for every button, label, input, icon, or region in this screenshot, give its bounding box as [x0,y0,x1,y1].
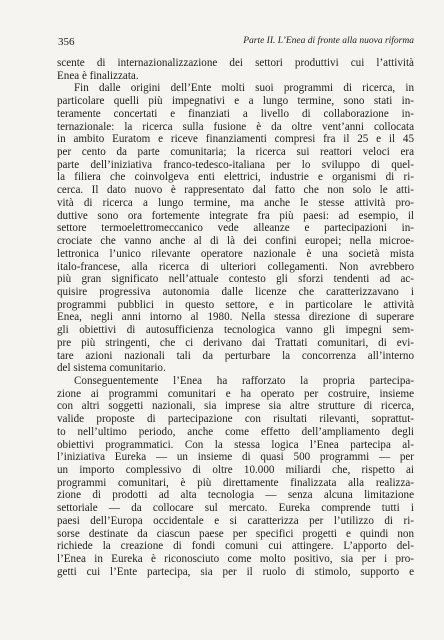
text-line: scente di internazionalizzazione dei settori produttivi cui l’attività [57,57,414,69]
text-line: la filiera che coinvolgeva enti elettrici, industrie e organismi di ri- [57,171,414,184]
running-head: Parte II. L’Enea di fronte alla nuova riforma [243,36,414,46]
text-line: del sistema comunitario. [57,362,166,375]
text-line: getti cui l’Ente partecipa, sia per il ruolo di stimolo, supporto e [57,565,414,578]
text-line: pre più stringenti, che ci derivano dai Trattati comunitari, di evi- [57,336,414,349]
text-line: lettronica l’unico rilevante operatore nazionale è una società mista [57,247,414,260]
text-line: cerca. Il dato nuovo è rappresentato dal fatto che non solo le atti- [57,184,414,197]
text-line: teramente concertati e finanziati a livello di collaborazione in- [57,107,414,120]
text-line: quisire progressiva autonomia dalle licenze che caratterizzavano i [57,285,414,298]
text-line: Conseguentemente l’Enea ha rafforzato la propria partecipa- [74,374,414,387]
text-line: tare azioni nazionali tali da perturbare la concorrenza all’interno [57,349,414,362]
text-line: vità di ricerca a lungo termine, ma anche le stesse attività pro- [57,196,414,209]
text-line: Enea è finalizzata. [57,69,139,82]
text-line: con altri soggetti nazionali, sia imprese sia altre strutture di ricerca, [57,400,414,413]
text-line: to nell’ultimo periodo, anche come effetto dell’ampliamento degli [57,425,414,438]
text-line: settore termoelettromeccanico vede alleanze e partecipazioni in- [57,222,414,235]
text-line: l’Enea in Eureka è riconosciuto come molto positivo, sia per i pro- [57,553,414,566]
text-line: particolare quelli più impegnativi e a lungo termine, sono stati in- [57,95,414,108]
text-line: Enea, negli anni intorno al 1980. Nella stessa direzione di superare [57,311,414,324]
text-line: paesi dell’Europa occidentale e si caratterizza per l’utilizzo di ri- [57,514,414,527]
text-line: un importo complessivo di oltre 10.000 miliardi che, rispetto ai [57,464,414,476]
text-line: zione di prodotti ad alta tecnologia — senza alcuna limitazione [57,489,414,502]
text-line: richiede la creazione di fondi comuni cui attingere. L’apporto del- [57,540,414,553]
text-line: duttive sono ora fortemente integrate fra più paesi: ad esempio, il [57,209,414,222]
text-line: parte dell’iniziativa franco-tedesco-italiana per lo sviluppo di quel- [57,158,414,171]
text-line: Fin dalle origini dell’Ente molti suoi programmi di ricerca, in [74,82,414,95]
text-line: per cento da parte comunitaria; la ricerca sui reattori veloci era [57,146,414,159]
text-line: italo-francese, alla ricerca di ulteriori collegamenti. Non avrebbero [57,260,414,273]
text-line: programmi comunitari, è più direttamente finalizzata alla realizza- [57,476,414,489]
text-line: programmi pubblici in questo settore, e in particolare le attività [57,298,414,311]
text-line: valide proposte di partecipazione con risultati rilevanti, soprattut- [57,413,414,426]
text-line: settoriale — da collocare sul mercato. Eureka comprende tutti i [57,502,414,515]
text-line: crociate che vanno anche al di là dei confini europei; nella microe- [57,235,414,248]
text-line: l’iniziativa Eureka — un insieme di quasi 500 programmi — per [57,451,414,464]
text-line: ternazionale: la ricerca sulla fusione è da oltre vent’anni collocata [57,120,414,133]
body-text [57,57,414,578]
text-line: obiettivi programmatici. Con la stessa logica l’Enea partecipa al- [57,438,414,451]
text-line: gli obiettivi di autosufficienza tecnologica vanno gli impegni sem- [57,324,414,337]
page-number: 356 [58,36,75,48]
text-line: più gran significato nell’attuale contesto gli sforzi tendenti ad ac- [57,273,414,286]
text-line: sorse destinate da ciascun paese per specifici progetti e quindi non [57,527,414,540]
text-line: zione ai programmi comunitari e ha operato per costruire, insieme [57,387,414,400]
text-line: in ambito Euratom e riceve finanziamenti compresi fra il 25 e il 45 [57,133,414,146]
